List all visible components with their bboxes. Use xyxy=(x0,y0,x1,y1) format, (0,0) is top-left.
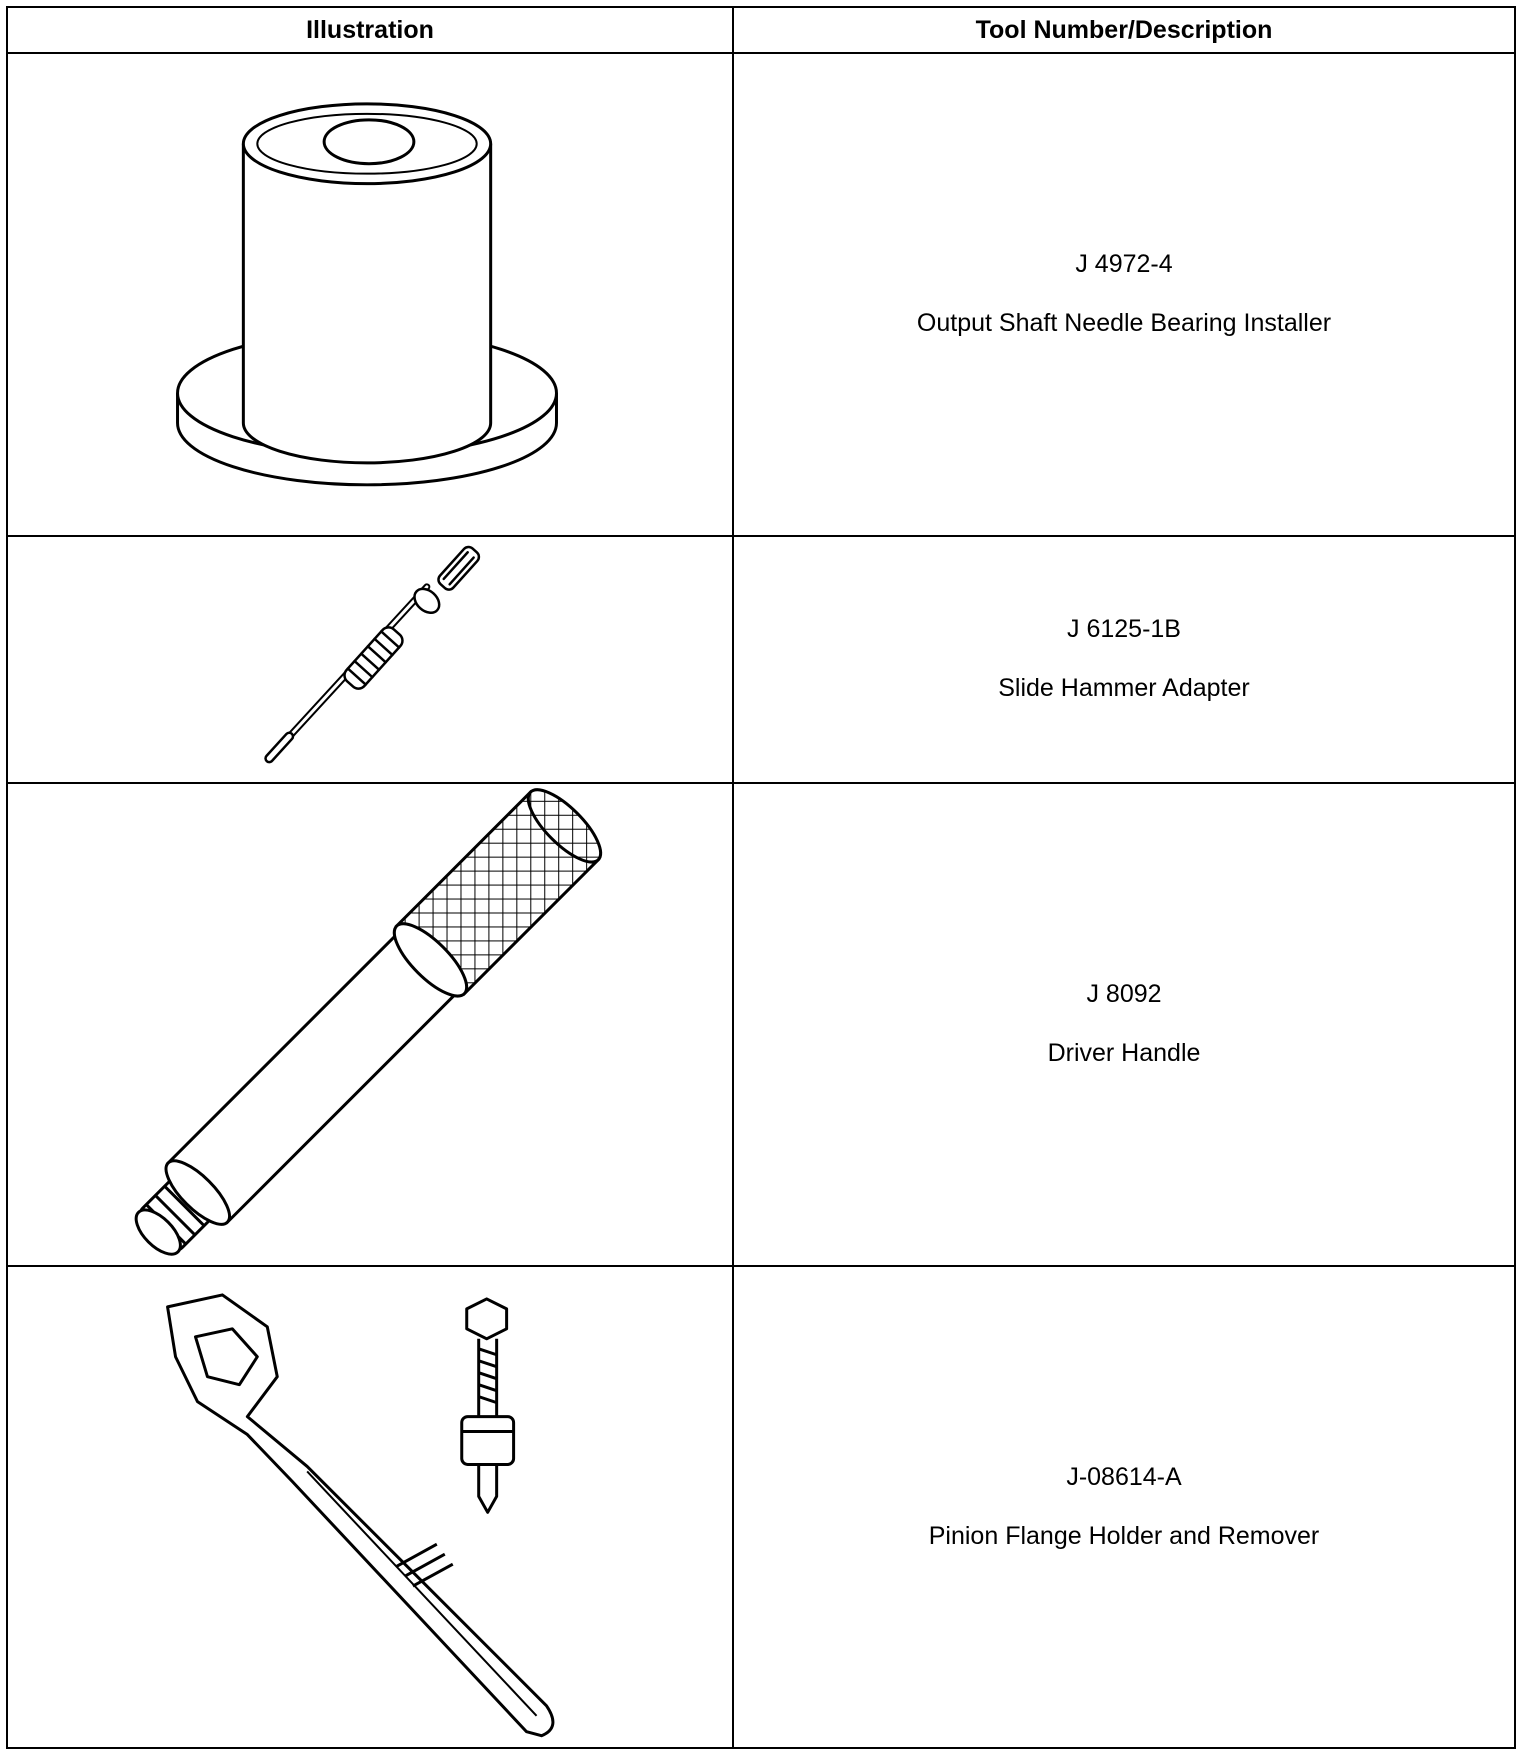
tool-name: Output Shaft Needle Bearing Installer xyxy=(916,309,1332,338)
table-row xyxy=(7,1266,1515,1749)
bearing-installer-icon xyxy=(8,54,732,535)
table-row xyxy=(7,783,1515,1266)
driver-handle-icon xyxy=(8,784,732,1265)
tool-table xyxy=(6,6,1516,1749)
description-cell xyxy=(733,1266,1515,1749)
pinion-flange-holder-icon xyxy=(8,1267,732,1748)
tool-name: Pinion Flange Holder and Remover xyxy=(928,1521,1320,1550)
tool-name: Driver Handle xyxy=(1047,1039,1201,1068)
tool-name: Slide Hammer Adapter xyxy=(998,674,1250,703)
table-header-row xyxy=(7,7,1515,53)
table-row xyxy=(7,536,1515,783)
tool-number: J 8092 xyxy=(1086,980,1162,1009)
illustration-cell xyxy=(7,1266,733,1749)
tool-number: J 6125-1B xyxy=(1067,615,1181,644)
illustration-cell xyxy=(7,783,733,1266)
description-cell xyxy=(733,783,1515,1266)
description-cell xyxy=(733,53,1515,536)
table-row xyxy=(7,53,1515,536)
description-cell xyxy=(733,536,1515,783)
header-illustration: Illustration xyxy=(7,7,733,53)
tool-number: J-08614-A xyxy=(1066,1462,1182,1491)
illustration-cell xyxy=(7,53,733,536)
header-tool-description: Tool Number/Description xyxy=(733,7,1515,53)
tool-number: J 4972-4 xyxy=(1075,250,1173,279)
slide-hammer-adapter-icon xyxy=(8,537,732,782)
illustration-cell xyxy=(7,536,733,783)
